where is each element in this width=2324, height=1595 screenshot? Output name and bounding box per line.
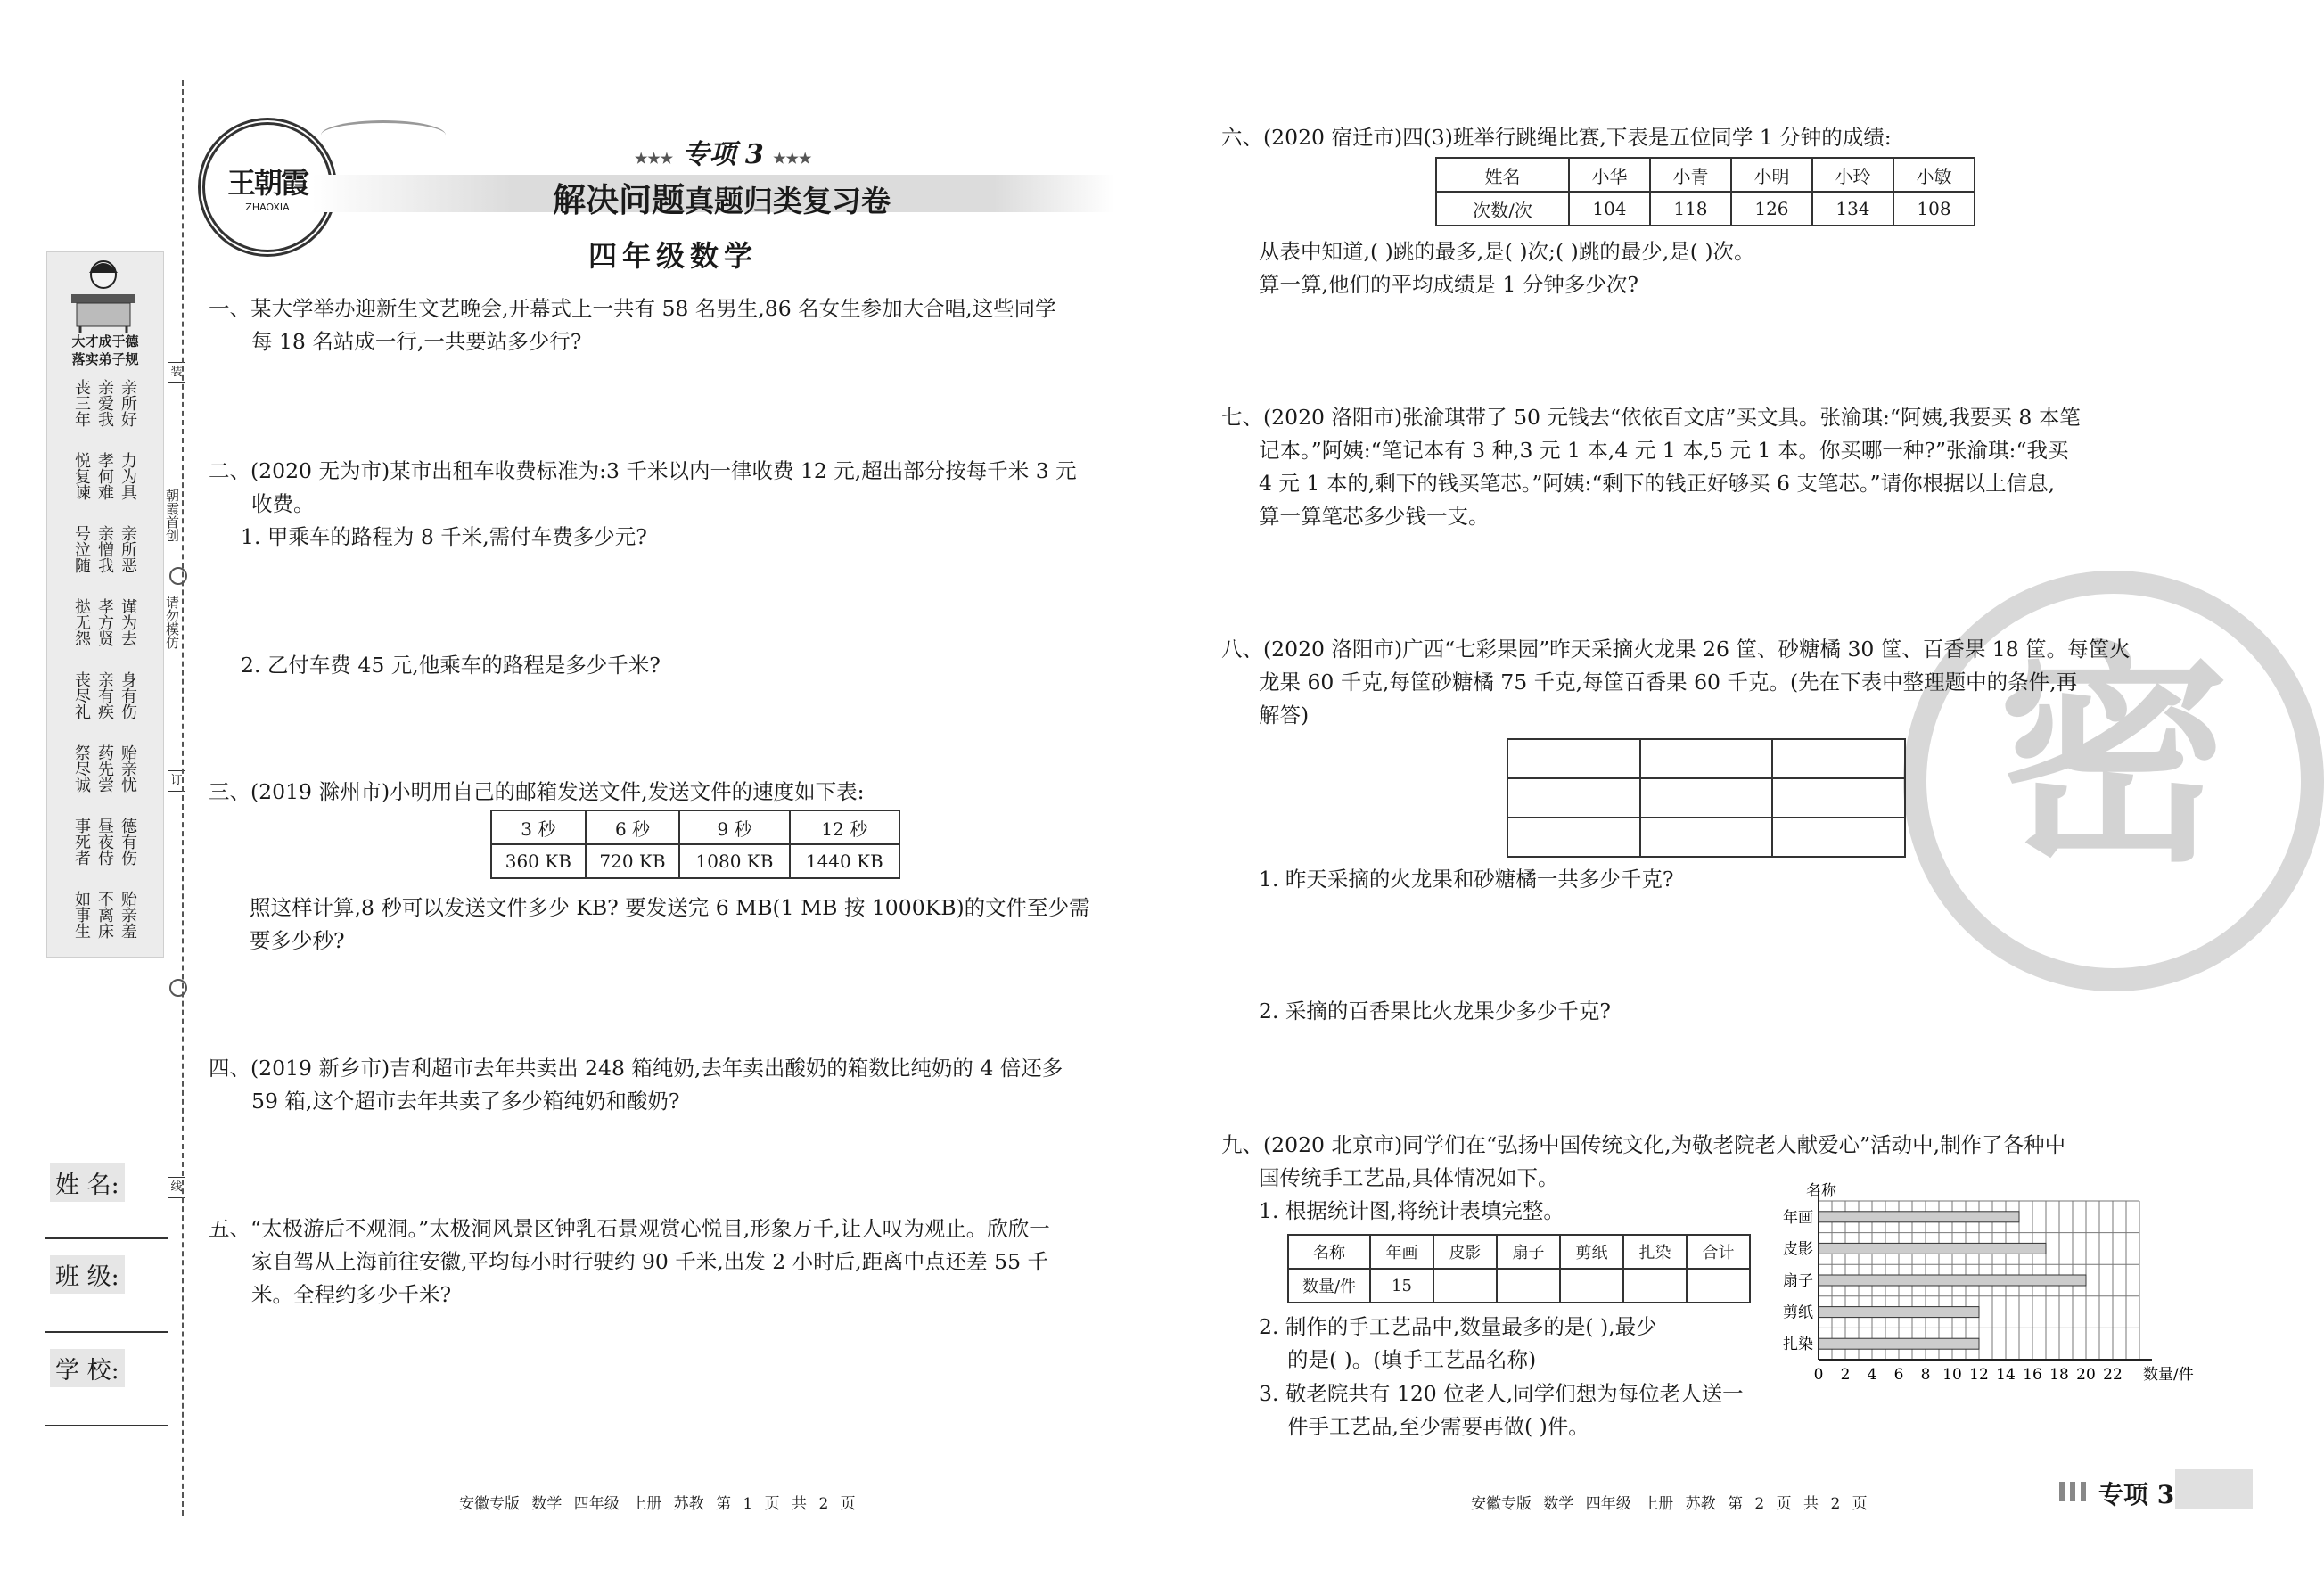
table-cell: 15 [1370,1269,1433,1303]
blank-cell[interactable] [1772,739,1905,778]
table-cell: 年画 [1370,1235,1433,1269]
verse-column: 亲所好 [119,379,137,427]
category-label: 扇子 [1783,1272,1813,1290]
table-cell: 108 [1893,192,1975,226]
verse-group [55,598,153,671]
tick-label: 14 [1996,1366,2016,1384]
blank-cell[interactable] [1640,778,1773,818]
table-cell: 次数/次 [1436,192,1569,226]
verse-column: 亲憎我 [95,525,114,573]
question-9-line: 3. 敬老院共有 120 位老人,同学们想为每位老人送一 [1259,1381,1744,1406]
chart-bar [1819,1275,2086,1286]
sidebar-verses [55,379,153,964]
binding-hole-2 [169,979,187,997]
verse-group [55,525,153,598]
question-3-line: 照这样计算,8 秒可以发送文件多少 KB? 要发送完 6 MB(1 MB 按 1000KB)的文件至少需 [250,895,1090,920]
table-cell: 小华 [1569,158,1650,192]
question-7-line: 记本。”阿姨:“笔记本有 3 种,3 元 1 本,4 元 1 本,5 元 1 本。你买哪一种?”张渝琪:“我买 [1259,438,2069,463]
verse-column: 亲爱我 [95,379,114,427]
question-6-line: 算一算,他们的平均成绩是 1 分钟多少次? [1259,272,1638,297]
blank-cell[interactable] [1640,818,1773,857]
page-subtitle: 四年级数学 [588,239,759,273]
verse-column: 丧三年 [72,379,91,427]
verse-column: 谨为去 [119,598,137,646]
question-8-line: 龙果 60 千克,每筐砂糖橘 75 千克,每筐百香果 60 千克。(先在下表中整理题中的条件,再 [1259,670,2078,695]
blank-cell[interactable] [1507,778,1640,818]
question-3-after [250,892,1150,958]
brand-logo-text: 王朝霞 [226,166,308,200]
question-2-line: 二、(2020 无为市)某市出租车收费标准为:3 千米以内一律收费 12 元,超出部分按每千米 3 元 [209,458,1077,483]
tick-label: 16 [2023,1366,2042,1384]
blank-cell[interactable] [1507,739,1640,778]
verse-column: 药先尝 [95,744,114,793]
question-4 [209,1052,1154,1118]
table-cell: 3 秒 [491,810,586,844]
question-9-line: 件手工艺品,至少需要再做( )件。 [1287,1414,1589,1439]
verse-group [55,379,153,452]
category-label: 皮影 [1783,1240,1813,1259]
tick-label: 6 [1893,1366,1904,1384]
verse-column: 身有伤 [119,671,137,719]
ribbon-decoration [321,120,446,150]
corner-decoration [2059,1482,2091,1501]
table-cell: 1440 KB [790,844,899,878]
tick-label: 20 [2076,1366,2096,1384]
question-8-line: 八、(2020 洛阳市)广西“七彩果园”昨天采摘火龙果 26 筐、砂糖橘 30 筐、百香果 18 筐。每筐火 [1221,637,2131,662]
verse-column: 事死者 [72,818,91,866]
question-7-line: 4 元 1 本的,剩下的钱买笔芯。”阿姨:“剩下的钱正好够买 6 支笔芯。”请你根据以上信息, [1259,471,2056,496]
question-3-line: 要多少秒? [250,928,345,953]
binding-cut-line [182,80,184,1516]
school-label: 学 校: [50,1349,125,1387]
question-7-line: 算一算笔芯多少钱一支。 [1259,504,1490,529]
sidebar-motto-2: 落实弟子规 [71,351,139,367]
tick-label: 10 [1942,1366,1962,1384]
question-9-part-2 [1259,1311,1776,1377]
table-row [1507,778,1905,818]
table-cell: 118 [1650,192,1731,226]
verse-column: 祭尽诚 [72,744,91,793]
tick-label: 2 [1840,1366,1851,1384]
page-title-bold: 解决问题 [553,181,685,219]
question-2-part-1: 1. 甲乘车的路程为 8 千米,需付车费多少元? [241,524,647,549]
y-axis-title: 名称 [1806,1182,1836,1200]
table-cell: 104 [1569,192,1650,226]
verse-column: 如事生 [72,891,91,939]
question-6-line: 从表中知道,( )跳的最多,是( )次;( )跳的最少,是( )次。 [1259,239,1755,264]
table-row [1507,818,1905,857]
question-7-line: 七、(2020 洛阳市)张渝琪带了 50 元钱去“依依百文店”买文具。张渝琪:“阿姨,我要买 8 本笔 [1221,405,2081,430]
table-cell: 12 秒 [790,810,899,844]
question-8-line: 解答) [1259,703,1310,728]
sidebar-motto-1: 大才成于德 [71,333,139,349]
question-9-line: 2. 制作的手工艺品中,数量最多的是( ),最少 [1259,1314,1657,1339]
table-row [491,810,899,844]
table-row [1436,158,1975,192]
question-3: 三、(2019 滁州市)小明用自己的邮箱发送文件,发送文件的速度如下表: [209,779,865,804]
question-9-part-1: 1. 根据统计图,将统计表填完整。 [1259,1198,1564,1223]
table-cell: 皮影 [1433,1235,1497,1269]
table-cell: 剪纸 [1560,1235,1623,1269]
question-1-line: 每 18 名站成一行,一共要站多少行? [251,329,582,354]
table-row [1507,739,1905,778]
chart-bar [1819,1307,1979,1318]
blank-cell[interactable] [1772,778,1905,818]
question-9-part-3 [1259,1377,1776,1443]
question-4-line: 四、(2019 新乡市)吉利超市去年共卖出 248 箱纯奶,去年卖出酸奶的箱数比纯奶的 4 倍还多 [209,1056,1063,1081]
table-cell: 9 秒 [679,810,789,844]
answer-cell[interactable] [1433,1269,1497,1303]
name-field-line[interactable] [45,1237,168,1239]
page-footer-left: 安徽专版 数学 四年级 上册 苏教 第 1 页 共 2 页 [459,1495,856,1513]
question-6: 六、(2020 宿迁市)四(3)班举行跳绳比赛,下表是五位同学 1 分钟的成绩: [1221,125,1892,150]
table-row [1288,1235,1750,1269]
tick-label: 18 [2049,1366,2069,1384]
question-8 [1221,633,2166,732]
binding-tab-2: 订 [168,770,185,792]
page-title [553,173,891,221]
vertical-text-2: 请勿模仿 [164,596,180,649]
verse-column: 不离床 [95,891,114,939]
table-cell: 小敏 [1893,158,1975,192]
question-2-line: 收费。 [251,491,315,516]
verse-column: 贻亲羞 [119,891,137,939]
class-label: 班 级: [50,1255,125,1294]
table-cell: 小玲 [1812,158,1893,192]
page-title-rest: 真题归类复习卷 [685,184,891,218]
blank-cell[interactable] [1640,739,1773,778]
table-cell: 6 秒 [586,810,680,844]
table-cell: 数量/件 [1288,1269,1370,1303]
question-5-line: 米。全程约多少千米? [251,1282,452,1307]
corner-tab [2175,1469,2253,1509]
crafts-table [1287,1234,1751,1303]
verse-column: 亲有疾 [95,671,114,719]
table-cell: 名称 [1288,1235,1370,1269]
table-row [1288,1269,1750,1303]
blank-cell[interactable] [1772,818,1905,857]
verse-column: 号泣随 [72,525,91,573]
chart-bar [1819,1212,2019,1222]
verse-group [55,671,153,744]
answer-cell[interactable] [1687,1269,1750,1303]
page-footer-right: 安徽专版 数学 四年级 上册 苏教 第 2 页 共 2 页 [1471,1495,1868,1513]
stars-left: ★★★ [635,150,674,167]
table-cell: 姓名 [1436,158,1569,192]
table-cell: 小青 [1650,158,1731,192]
chart-bar [1819,1243,2046,1254]
question-5-line: 家自驾从上海前往安徽,平均每小时行驶约 90 千米,出发 2 小时后,距离中点还差 55 千 [251,1249,1048,1274]
name-label: 姓 名: [50,1163,125,1202]
school-field-line[interactable] [45,1425,168,1426]
verse-column: 贻亲忧 [119,744,137,793]
tick-label: 0 [1813,1366,1824,1384]
crafts-bar-chart [1770,1181,2194,1391]
question-4-line: 59 箱,这个超市去年共卖了多少箱纯奶和酸奶? [251,1089,680,1114]
question-9-line: 九、(2020 北京市)同学们在“弘扬中国传统文化,为敬老院老人献爱心”活动中,制作了各种中 [1221,1132,2066,1157]
question-6-after [1259,235,2150,301]
table-cell: 合计 [1687,1235,1750,1269]
blank-answer-table[interactable] [1507,738,1906,858]
table-cell: 134 [1812,192,1893,226]
verse-column: 孝方贤 [95,598,114,646]
question-1 [209,292,1154,358]
table-cell: 1080 KB [679,844,789,878]
tick-label: 4 [1867,1366,1877,1384]
table-row [1436,192,1975,226]
binding-tab-3: 线 [168,1177,185,1198]
series-label [635,132,811,171]
watermark-stamp: 密 [1903,571,2324,991]
x-axis-label: 数量/件 [2143,1366,2194,1384]
question-5-line: 五、“太极游后不观洞。”太极洞风景区钟乳石景观赏心悦目,形象万千,让人叹为观止。欣欣一 [209,1216,1050,1241]
jump-rope-table [1435,157,1975,226]
series-text: 专项 3 [682,139,764,170]
class-field-line[interactable] [45,1331,168,1333]
question-1-line: 一、某大学举办迎新生文艺晚会,开幕式上一共有 58 名男生,86 名女生参加大合唱,这些同学 [209,296,1056,321]
table-cell: 小明 [1731,158,1812,192]
brand-logo-sub: ZHAOXIA [245,201,290,213]
table-cell: 126 [1731,192,1812,226]
character-illustration [53,255,153,335]
tick-label: 12 [1969,1366,1989,1384]
blank-cell[interactable] [1507,818,1640,857]
category-label: 年画 [1783,1208,1813,1227]
question-8-part-1: 1. 昨天采摘的火龙果和砂糖橘一共多少千克? [1259,867,1674,892]
table-cell: 扇子 [1497,1235,1560,1269]
table-cell: 720 KB [586,844,680,878]
verse-column: 悦复谏 [72,452,91,500]
binding-tab-1: 装 [168,362,185,383]
tick-label: 22 [2103,1366,2123,1384]
question-7 [1221,401,2166,533]
question-2 [209,455,1154,554]
verse-group [55,891,153,964]
table-row [491,844,899,878]
verse-column: 力为具 [119,452,137,500]
verse-column: 丧尽礼 [72,671,91,719]
stars-right: ★★★ [773,150,812,167]
answer-cell[interactable] [1497,1269,1560,1303]
verse-column: 挞无怨 [72,598,91,646]
question-2-part-2: 2. 乙付车费 45 元,他乘车的路程是多少千米? [241,653,661,678]
question-5 [209,1213,1154,1311]
verse-group [55,452,153,525]
binding-hole-1 [169,567,187,585]
chart-bar [1819,1338,1979,1349]
verse-column: 昼夜侍 [95,818,114,866]
category-label: 扎染 [1783,1336,1813,1354]
verse-group [55,818,153,891]
question-9-line: 的是( )。(填手工艺品名称) [1287,1347,1537,1372]
answer-cell[interactable] [1623,1269,1687,1303]
table-cell: 360 KB [491,844,586,878]
verse-column: 孝何难 [95,452,114,500]
verse-column: 德有伤 [119,818,137,866]
verse-group [55,744,153,818]
verse-column: 亲所恶 [119,525,137,573]
speed-table [490,810,900,879]
corner-series-label: 专项 3 [2098,1480,2175,1509]
tick-label: 8 [1920,1366,1931,1384]
question-9-line: 国传统手工艺品,具体情况如下。 [1259,1165,1559,1190]
question-8-part-2: 2. 采摘的百香果比火龙果少多少千克? [1259,999,1611,1024]
category-label: 剪纸 [1783,1303,1813,1322]
answer-cell[interactable] [1560,1269,1623,1303]
table-cell: 扎染 [1623,1235,1687,1269]
vertical-text-1: 朝霞首创 [164,489,180,542]
